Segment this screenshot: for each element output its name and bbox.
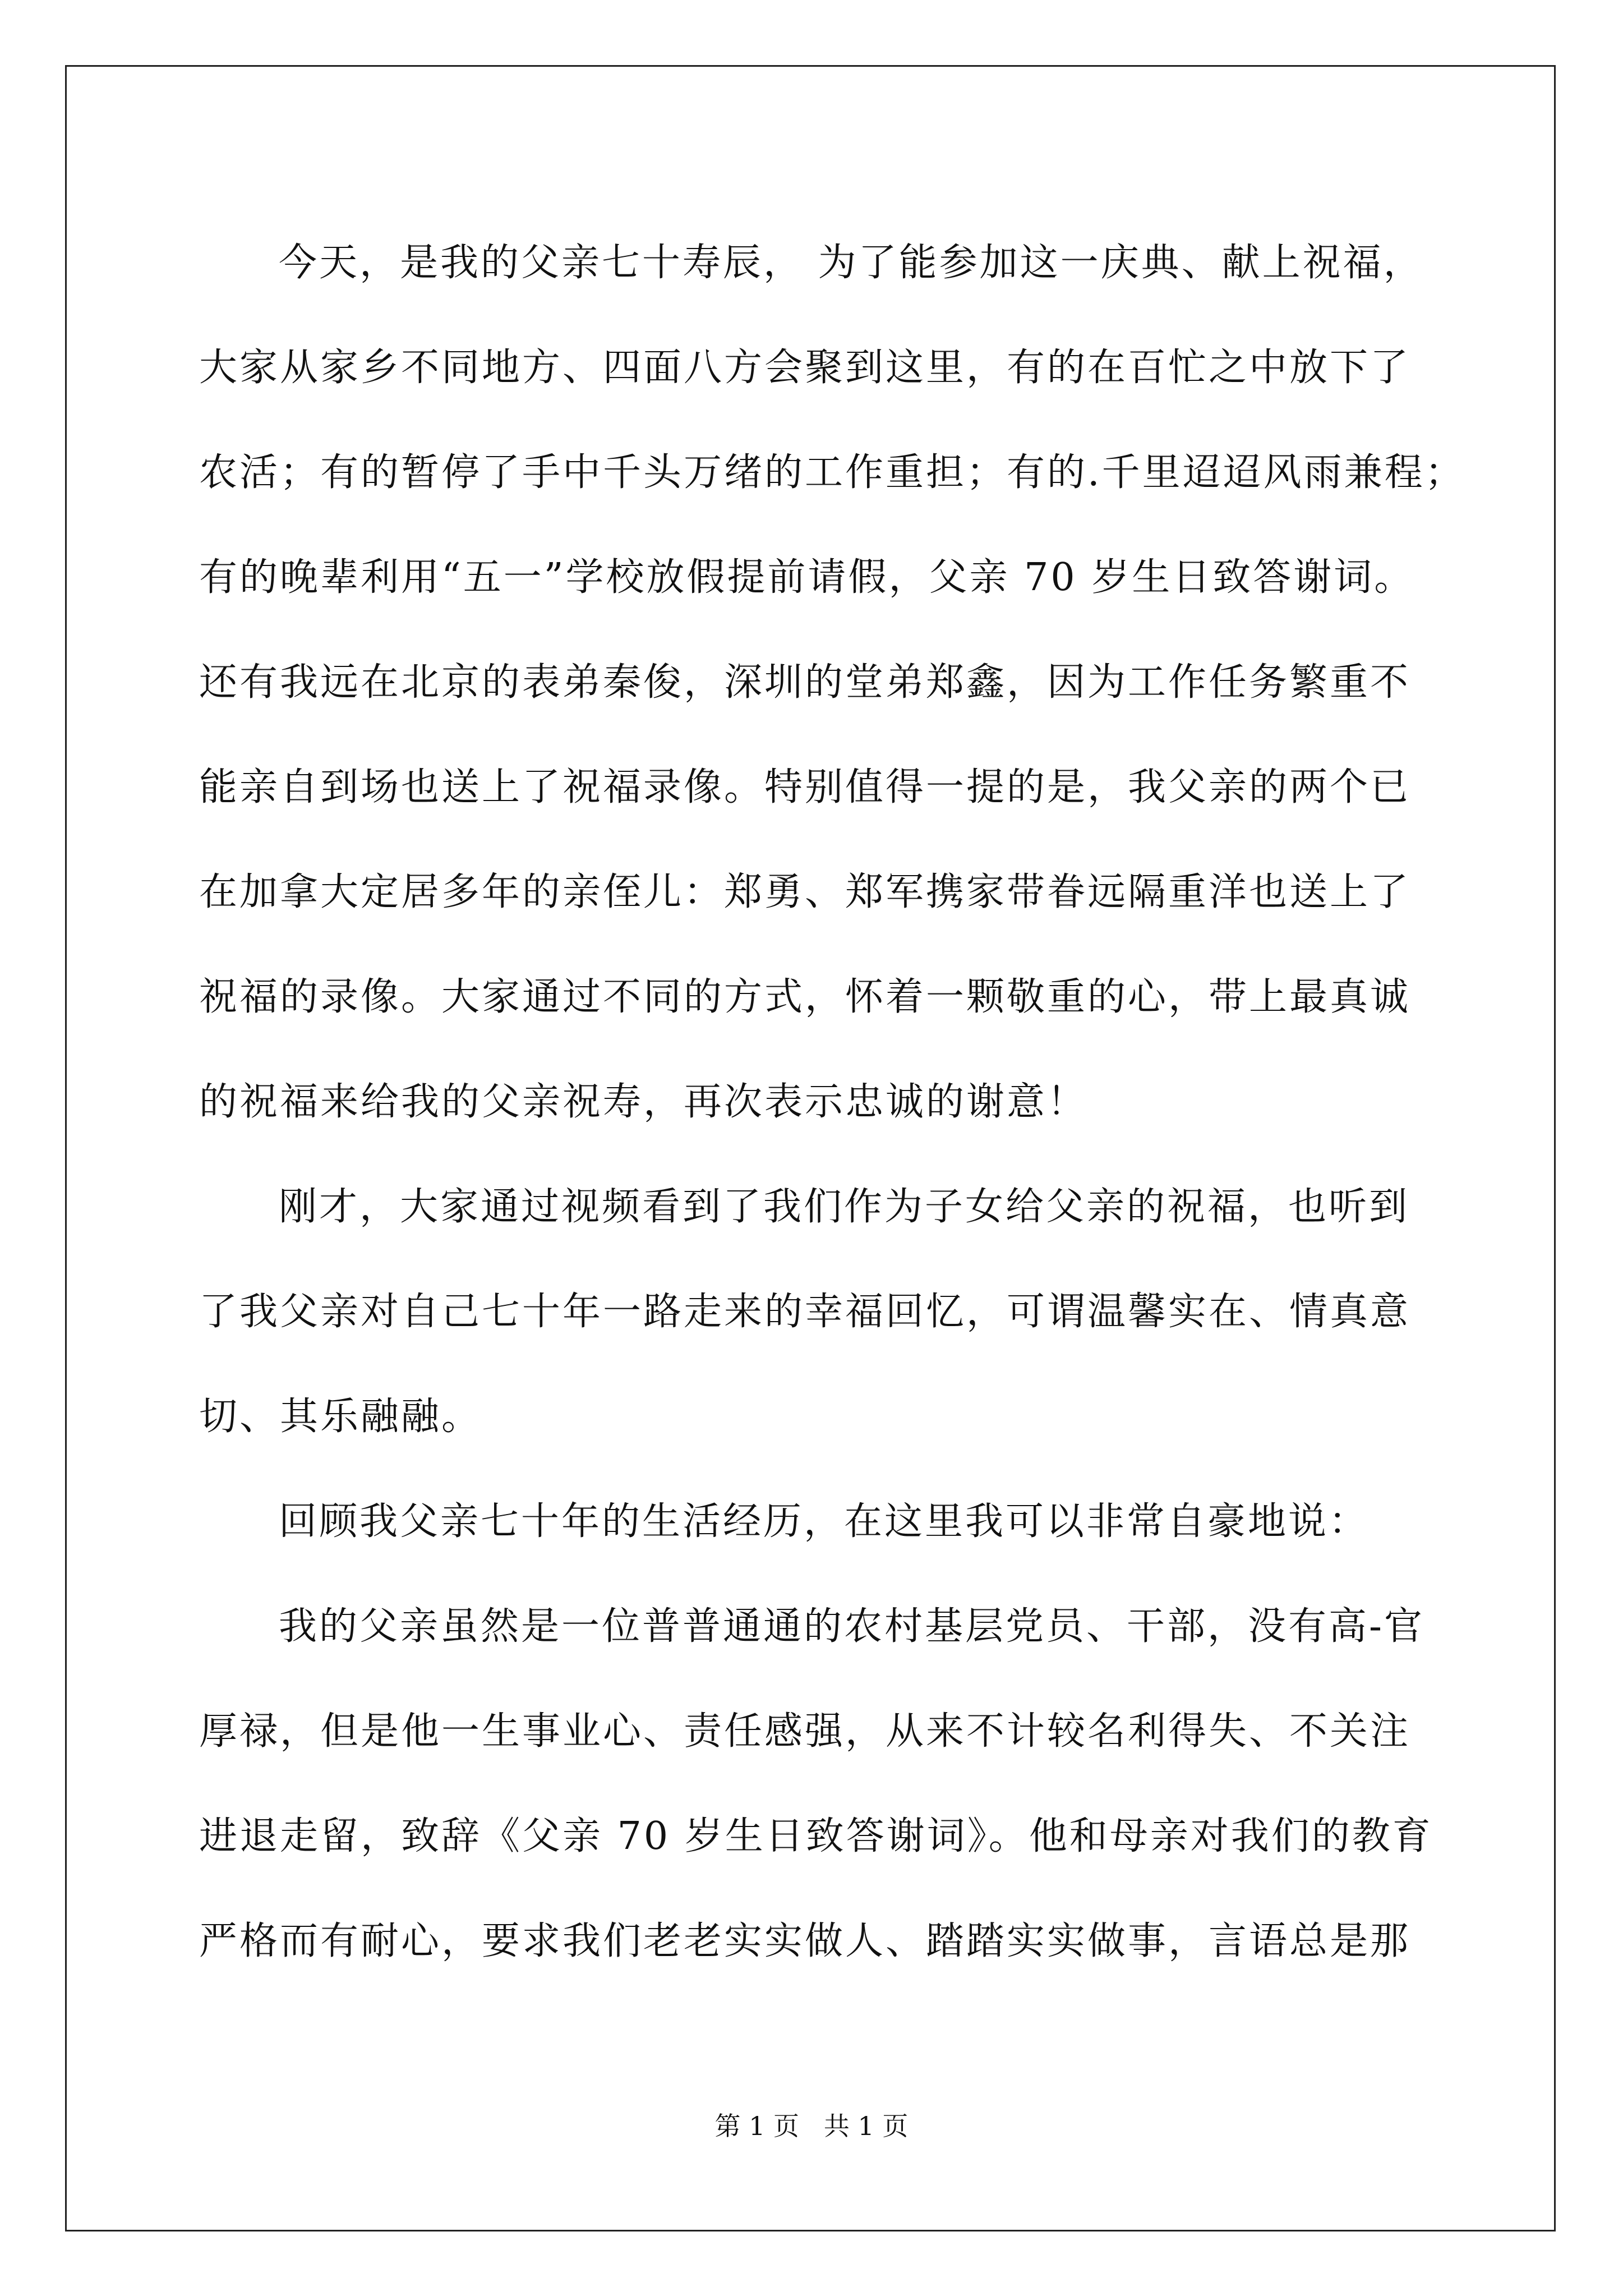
paragraph-line: 还有我远在北京的表弟秦俊，深圳的堂弟郑鑫，因为工作任务繁重不 <box>199 660 1411 705</box>
paragraph-line: 回顾我父亲七十年的生活经历，在这里我可以非常自豪地说： <box>279 1499 1370 1544</box>
page-footer: 第 1 页 共 1 页 <box>714 2111 909 2141</box>
paragraph-line: 能亲自到场也送上了祝福录像。特别值得一提的是，我父亲的两个已 <box>199 765 1411 809</box>
paragraph-line: 我的父亲虽然是一位普普通通的农村基层党员、干部，没有高-官 <box>279 1604 1424 1649</box>
paragraph-line: 的祝福来给我的父亲祝寿，再次表示忠诚的谢意！ <box>199 1080 1088 1124</box>
paragraph-line: 厚禄，但是他一生事业心、责任感强，从来不计较名利得失、不关注 <box>199 1709 1411 1754</box>
paragraph-line: 切、其乐融融。 <box>199 1395 482 1439</box>
document-body <box>199 210 1472 1994</box>
paragraph-line: 有的晚辈利用“五一”学校放假提前请假，父亲 70 岁生日致答谢词。 <box>199 555 1415 600</box>
paragraph-line: 农活；有的暂停了手中千头万绪的工作重担；有的.千里迢迢风雨兼程； <box>199 450 1465 495</box>
paragraph-line: 祝福的录像。大家通过不同的方式，怀着一颗敬重的心，带上最真诚 <box>199 975 1411 1019</box>
paragraph-line: 严格而有耐心，要求我们老老实实做人、踏踏实实做事，言语总是那 <box>199 1919 1411 1963</box>
paragraph-line: 大家从家乡不同地方、四面八方会聚到这里，有的在百忙之中放下了 <box>199 346 1411 390</box>
paragraph-line: 今天，是我的父亲七十寿辰， 为了能参加这一庆典、献上祝福， <box>279 241 1424 285</box>
paragraph-line: 刚才，大家通过视频看到了我们作为子女给父亲的祝福，也听到 <box>279 1185 1410 1229</box>
paragraph-line: 在加拿大定居多年的亲侄儿：郑勇、郑军携家带眷远隔重洋也送上了 <box>199 870 1411 914</box>
paragraph-line: 进退走留，致辞《父亲 70 岁生日致答谢词》。他和母亲对我们的教育 <box>199 1814 1433 1858</box>
paragraph-line: 了我父亲对自己七十年一路走来的幸福回忆，可谓温馨实在、情真意 <box>199 1290 1411 1334</box>
